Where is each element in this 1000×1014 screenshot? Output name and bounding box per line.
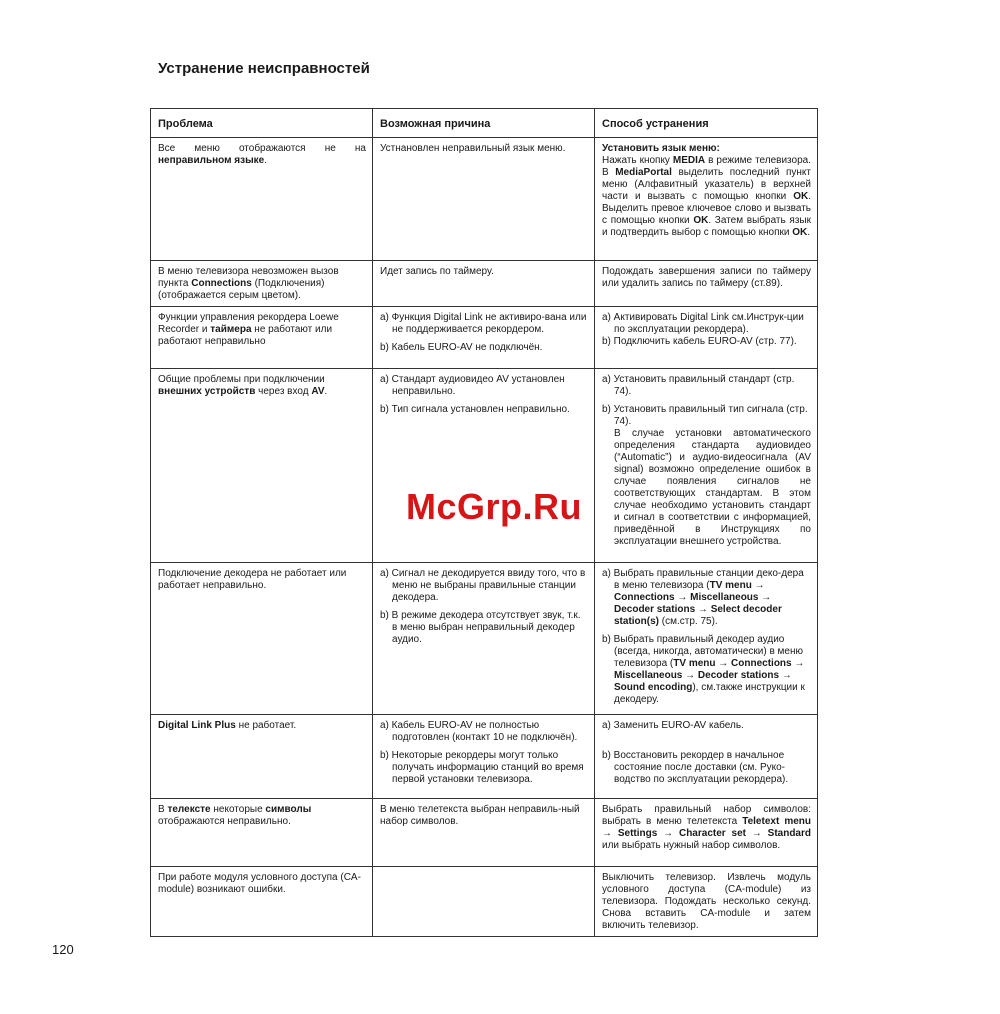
cause-cell [373,799,595,867]
solution-cell [595,369,818,563]
solution-text: Нажать кнопку MEDIA в режиме телевизора. В MediaPortal выделить последний пункт меню (Алфавитный указатель) в верхней части и вызвать с помощью кнопки OK. Выделить превое ключевое слово и вызвать с помощью кнопки OK. Затем выбрать язык и подтвердить выбор с помощью кнопки OK. [602,155,811,238]
cause-a-text: a) Кабель EURO-AV не полностью подготовлен (контакт 10 не подключён). [380,720,578,743]
solution-b-text: b) Выбрать правильный декодер аудио (всегда, никогда, автоматически) в меню телевизора (TV menu → Connections → Miscellaneous → Decoder stations → Sound encoding), см.также инструкции к декодеру. [602,634,805,705]
solution-cell [595,799,818,867]
cause-cell [373,261,595,307]
table-row [151,867,818,937]
problem-text: При работе модуля условного доступа (CA-module) возникают ошибки. [158,872,361,895]
solution-a-text: a) Заменить EURO-AV кабель. [602,720,744,731]
table-row [151,715,818,799]
solution-cell [595,867,818,937]
table-row [151,369,818,563]
solution-text: Выбрать правильный набор символов: выбрать в меню телетекста Teletext menu → Settings → Character set → Standard или выбрать нужный набор символов. [602,804,811,851]
solution-text: Подождать завершения записи по таймеру или удалить запись по таймеру (ст.89). [602,266,811,289]
solution-cell [595,261,818,307]
solution-b-text: b) Восстановить рекордер в начальное состояние после доставки (см. Руко-водство по эксплуатации рекордера). [602,750,789,785]
solution-a-text: a) Выбрать правильные станции деко-дера в меню телевизора (TV menu → Connections → Miscellaneous → Decoder stations → Select decoder station(s) (см.стр. 75). [602,568,804,627]
cause-text: Устнановлен неправильный язык меню. [380,143,566,154]
cause-b-text: b) Некоторые рекордеры могут только получать информацию станций во время первой установки телевизора. [380,750,584,785]
cause-text: Идет запись по таймеру. [380,266,494,277]
problem-cell [151,563,373,715]
solution-b-text: b) Подключить кабель EURO-AV (стр. 77). [602,336,797,347]
problem-text: Общие проблемы при подключении внешних устройств через вход AV. [158,374,328,397]
cause-cell [373,138,595,261]
table-row [151,138,818,261]
solution-cell [595,138,818,261]
cause-cell [373,867,595,937]
cause-cell [373,307,595,369]
solution-a-text: a) Активировать Digital Link см.Инструк-ции по эксплуатации рекордера). [602,312,804,335]
problem-text: В меню телевизора невозможен вызов пункта Connections (Подключения) (отображается серым цветом). [158,266,339,301]
table-row [151,261,818,307]
problem-cell [151,369,373,563]
cause-cell [373,369,595,563]
table-row [151,563,818,715]
problem-cell [151,799,373,867]
table-row [151,799,818,867]
column-header-solution: Способ устранения [595,109,818,138]
cause-b-text: b) В режиме декодера отсутствует звук, т.к. в меню выбран неправильный декодер аудио. [380,610,581,645]
problem-cell: Все меню отображаются не на неправильном языке. [151,138,373,261]
table-row [151,307,818,369]
solution-b-note: В случае установки автоматического определения стандарта аудиовидео (“Automatic”) и аудио-видеосигнала (AV signal) возможно определение ошибок в случае появления сигналов не соответствующих стандартам. В этом случае необходимо установить стандарт и сигнал в соответствии с информацией, приведённой в Инструкциях по эксплуатации внешнего устройства. [614,428,811,547]
solution-b-text: b) Установить правильный тип сигнала (стр. 74). [602,404,808,427]
cause-a-text: a) Функция Digital Link не активиро-вана или не поддерживается рекордером. [380,312,587,335]
cause-text: В меню телетекста выбран неправиль-ный набор символов. [380,804,580,827]
page-heading: Устранение неисправностей [158,60,370,77]
cause-cell [373,563,595,715]
cause-b-text: b) Кабель EURO-AV не подключён. [380,342,543,353]
column-header-cause: Возможная причина [373,109,595,138]
cause-a-text: a) Сигнал не декодируется ввиду того, что в меню не выбраны правильные станции декодера. [380,568,586,603]
table-header-row [151,109,818,138]
page-number: 120 [52,942,74,957]
problem-text: Все меню отображаются не на [158,143,366,154]
cause-cell [373,715,595,799]
watermark-logo: McGrp.Ru [406,486,583,527]
column-header-problem: Проблема [151,109,373,138]
problem-text: Digital Link Plus не работает. [158,720,297,731]
cause-a-text: a) Стандарт аудиовидео AV установлен неправильно. [380,374,565,397]
solution-title: Установить язык меню: [602,143,720,154]
solution-cell [595,307,818,369]
solution-cell [595,563,818,715]
solution-a-text: a) Установить правильный стандарт (стр. 74). [602,374,795,397]
problem-text: Подключение декодера не работает или работает неправильно. [158,568,347,591]
problem-text: В телексте некоторые символы отображаются неправильно. [158,804,312,827]
problem-cell [151,261,373,307]
solution-text: Выключить телевизор. Извлечь модуль условного доступа (CA-module) из телевизора. Подождать несколько секунд. Снова вставить CA-module и затем включить телевизор. [602,872,811,931]
problem-text: Функции управления рекордера Loewe Recorder и таймера не работают или работают неправильно [158,312,339,347]
cause-b-text: b) Тип сигнала установлен неправильно. [380,404,570,415]
solution-cell [595,715,818,799]
problem-cell [151,307,373,369]
problem-cell [151,867,373,937]
problem-cell [151,715,373,799]
